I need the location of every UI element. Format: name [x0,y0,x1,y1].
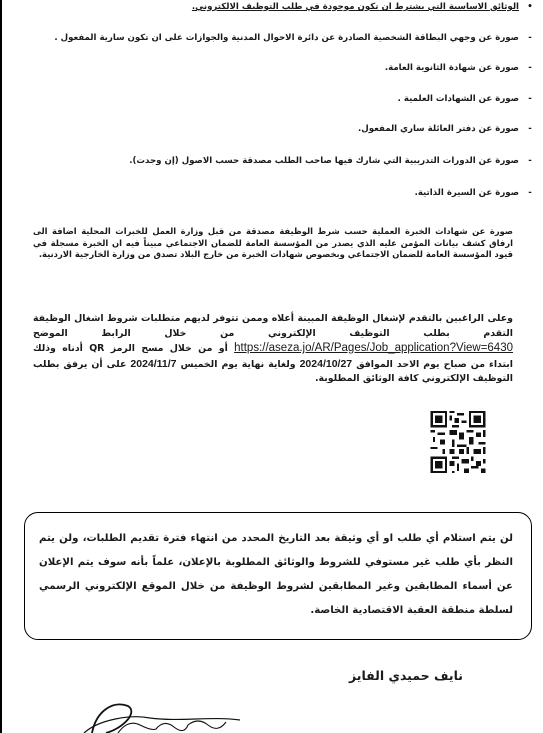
notice-box [24,512,532,640]
notice-text: لن يتم استلام أي طلب او أي وثيقة بعد التاريخ المحدد من انتهاء فترة تقديم الطلبات، ولن يتم النظر بأي طلب غير مستوفي للشروط والوثائق المطلوبة بالإعلان، علماً بأنه سوف يتم الإعلان عن أسماء المطابقين وغير المطابقين لشروط الوظيفة من خلال الموقع الإلكتروني الرسمي لسلطة منطقة العقبة الاقتصادية الخاصة. [39,533,513,616]
application-paragraph: وعلى الراغبين بالتقدم لإشغال الوظيفة المبينة أعلاه وممن تتوفر لديهم متطلبات شروط اشغال الوظيفة التقدم بطلب التوظيف الإلكتروني من خلال الرابط الموضح https://aseza.jo/AR/Pages/Job_application?View=6430 أو من خلال مسح الرمز QR أدناه وذلك ابتداء من صباح يوم الاحد الموافق 2024/10/27 ولغاية نهاية يوم الخميس 2024/11/7 على أن يرفق بطلب التوظيف الإلكتروني كافة الوثائق المطلوبة. [33,313,514,384]
dash-icon: - [528,156,532,166]
start-date: 2024/10/27 [299,357,353,370]
required-doc-item: -صورة عن السيرة الذاتية. [415,187,535,199]
dash-icon: - [528,63,532,73]
required-documents-heading: •الوثائق الاساسية التي يشترط ان تكون موجودة في طلب التوظيف الالكتروني. [192,1,535,13]
required-doc-item: -صورة عن دفتر العائلة ساري المفعول. [358,123,535,135]
page-left-border [0,0,2,733]
bullet-dot-icon: • [527,2,533,12]
dash-icon: - [528,94,532,104]
dash-icon: - [528,188,532,198]
qr-code-icon[interactable] [428,408,488,476]
dash-icon: - [528,33,532,43]
experience-paragraph: صورة عن شهادات الخبرة العملية حسب شرط الوظيفة مصدقة من قبل وزارة العمل للخبرات المحلية اضافة الى ارفاق كشف بيانات المؤمن عليه الذي يصدر من المؤسسة العامة للضمان الاجتماعي مبيناً فيه ان الخبرة مسجلة في قيود المؤسسة العامة للضمان الاجتماعي وبخصوص شهادات الخبرة من خارج البلاد تصدق من وزارة الخارجية الاردنية. [33,226,513,259]
required-doc-item: -صورة عن وجهي البطاقة الشخصية الصادرة عن دائرة الاحوال المدنية والجوازات على ان تكون سارية المفعول . [54,32,535,44]
dash-icon: - [528,124,532,134]
end-date: 2024/11/7 [130,357,177,370]
signer-name: نايف حميدي الفايز [349,668,463,683]
application-link[interactable]: https://aseza.jo/AR/Pages/Job_application?View=6430 [234,342,513,354]
required-doc-item: -صورة عن شهادة الثانوية العامة. [385,62,535,74]
required-doc-item: -صورة عن الشهادات العلمية . [398,93,535,105]
required-doc-item: -صورة عن الدورات التدريبية التي شارك فيها صاحب الطلب مصدقة حسب الاصول (إن وجدت). [129,155,535,167]
